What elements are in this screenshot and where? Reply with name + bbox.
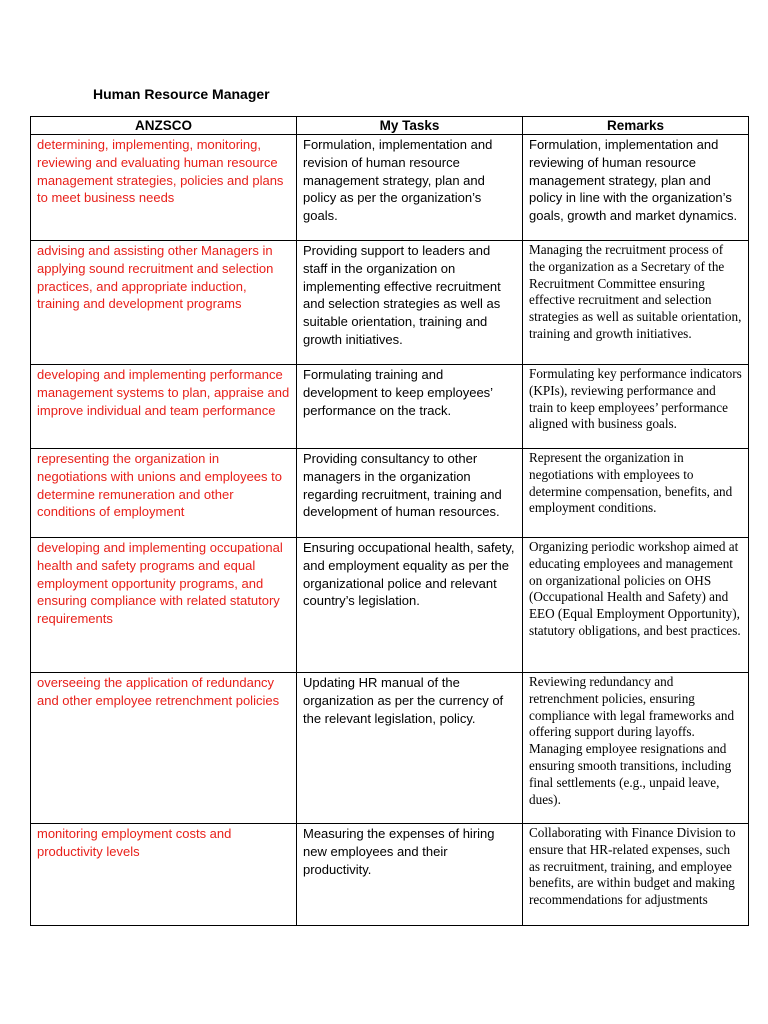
table-header-row [31,117,749,135]
remark-cell: Represent the organization in negotiations with employees to determine compensation, benefits, and employment conditions. [523,449,749,538]
table-row [31,824,749,926]
remark-cell: Collaborating with Finance Division to ensure that HR-related expenses, such as recruitment, training, and employee benefits, are within budget and making recommendations for adjustments [523,824,749,926]
header-remarks: Remarks [523,117,749,135]
table-row [31,365,749,449]
table-row [31,135,749,241]
anzsco-cell: representing the organization in negotiations with unions and employees to determine remuneration and other conditions of employment [31,449,297,538]
table-row [31,538,749,673]
anzsco-cell: developing and implementing occupational health and safety programs and equal employment opportunity programs, and ensuring compliance with related statutory requirements [31,538,297,673]
task-cell: Updating HR manual of the organization as per the currency of the relevant legislation, policy. [297,673,523,824]
table-row [31,673,749,824]
remark-cell: Managing the recruitment process of the organization as a Secretary of the Recruitment Committee ensuring effective recruitment and selection strategies as well as suitable orientation, training and growth initiatives. [523,241,749,365]
remark-cell: Organizing periodic workshop aimed at educating employees and management on organizational policies on OHS (Occupational Health and Safety) and EEO (Equal Employment Opportunity), statutory obligations, and best practices. [523,538,749,673]
task-cell: Measuring the expenses of hiring new employees and their productivity. [297,824,523,926]
remark-cell: Formulation, implementation and reviewing of human resource management strategy, plan and policy in line with the organization’s goals, growth and market dynamics. [523,135,749,241]
task-cell: Providing consultancy to other managers in the organization regarding recruitment, training and development of human resources. [297,449,523,538]
anzsco-cell: developing and implementing performance management systems to plan, appraise and improve individual and team performance [31,365,297,449]
task-cell: Formulating training and development to keep employees’ performance on the track. [297,365,523,449]
task-cell: Formulation, implementation and revision of human resource management strategy, plan and policy as per the organization’s goals. [297,135,523,241]
hr-task-table [30,116,749,926]
anzsco-cell: overseeing the application of redundancy and other employee retrenchment policies [31,673,297,824]
remark-cell: Formulating key performance indicators (KPIs), reviewing performance and train to keep employees’ performance aligned with business goals. [523,365,749,449]
anzsco-cell: monitoring employment costs and productivity levels [31,824,297,926]
task-cell: Ensuring occupational health, safety, and employment equality as per the organizational police and relevant country’s legislation. [297,538,523,673]
anzsco-cell: advising and assisting other Managers in applying sound recruitment and selection practices, and appropriate induction, training and development programs [31,241,297,365]
task-cell: Providing support to leaders and staff in the organization on implementing effective recruitment and selection strategies as well as suitable orientation, training and growth initiatives. [297,241,523,365]
anzsco-cell: determining, implementing, monitoring, reviewing and evaluating human resource management strategies, policies and plans to meet business needs [31,135,297,241]
header-anzsco: ANZSCO [31,117,297,135]
document-title: Human Resource Manager [93,86,270,102]
remark-cell: Reviewing redundancy and retrenchment policies, ensuring compliance with legal frameworks and offering support during layoffs. Managing employee resignations and ensuring smooth transitions, including final settlements (e.g., unpaid leave, dues). [523,673,749,824]
table-row [31,241,749,365]
table-row [31,449,749,538]
header-my-tasks: My Tasks [297,117,523,135]
